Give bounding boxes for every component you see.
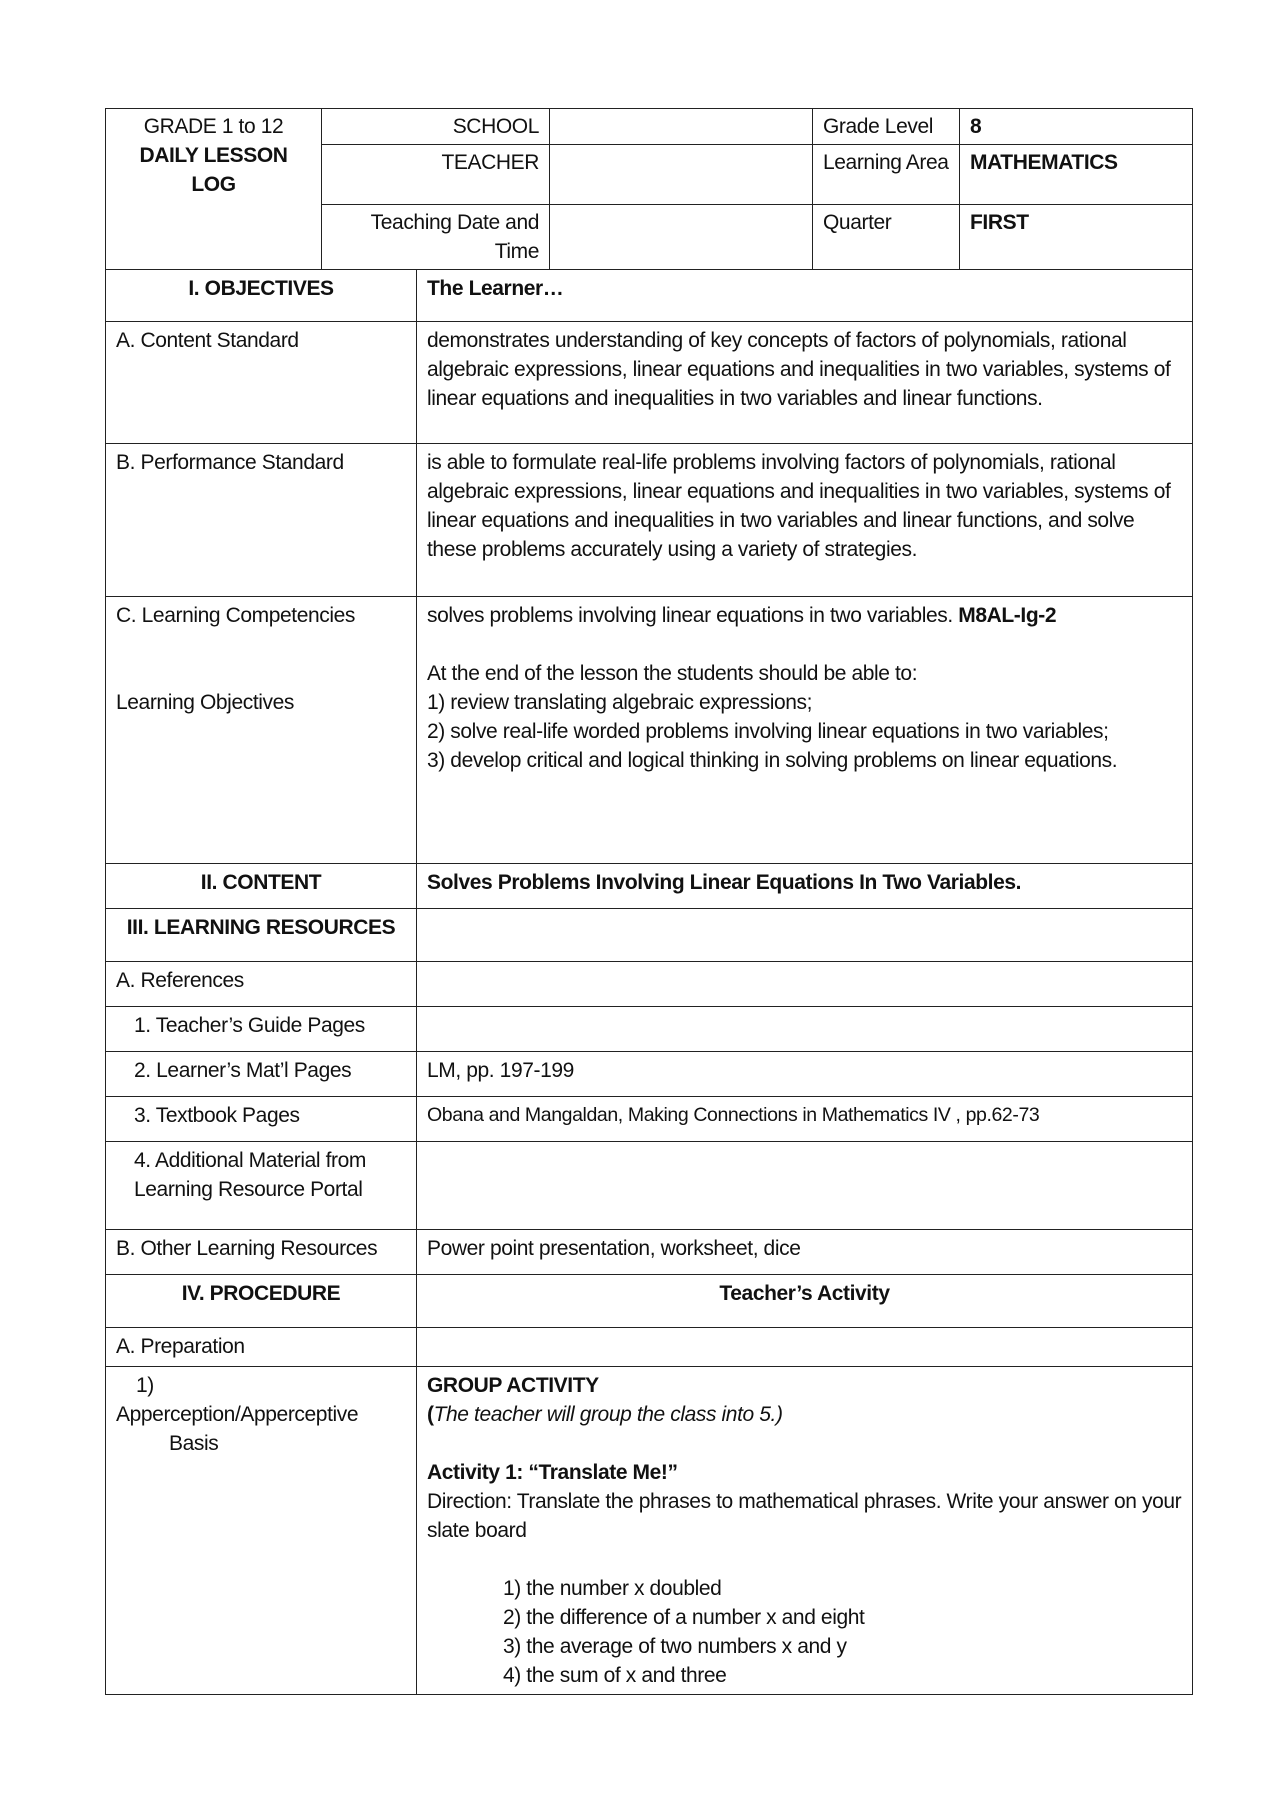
textbook-label: 3. Textbook Pages <box>106 1097 417 1142</box>
objective-item: 2) solve real-life worded problems involving linear equations in two variables; <box>427 720 1109 743</box>
competencies-cell <box>106 597 417 864</box>
learning-area-value: MATHEMATICS <box>960 145 1193 205</box>
phrase-item: 4) the sum of x and three <box>503 1664 727 1687</box>
apperception-cell <box>106 1367 417 1695</box>
objective-item: 1) review translating algebraic expressions; <box>427 691 813 714</box>
competency-code: M8AL-Ig-2 <box>958 604 1057 627</box>
content-standard-label: A. Content Standard <box>106 322 417 444</box>
lm-label: 2. Learner’s Mat’l Pages <box>106 1052 417 1097</box>
phrase-item: 2) the difference of a number x and eight <box>503 1606 865 1629</box>
preparation-value <box>417 1328 1193 1367</box>
date-value <box>550 205 813 270</box>
objectives-intro: At the end of the lesson the students should be able to: <box>427 662 918 685</box>
school-label: SCHOOL <box>322 109 550 145</box>
learner-text: The Learner… <box>417 270 1193 322</box>
additional-label: 4. Additional Material from Learning Resource Portal <box>106 1142 417 1230</box>
competency-line <box>427 601 1182 630</box>
resources-heading: III. LEARNING RESOURCES <box>106 909 417 962</box>
content-standard-text: demonstrates understanding of key concepts of factors of polynomials, rational algebraic expressions, linear equations and inequalities in two variables, systems of linear equations and inequalities in two variables and linear functions. <box>417 322 1193 444</box>
teachers-activity-heading: Teacher’s Activity <box>417 1275 1193 1328</box>
quarter-value: FIRST <box>960 205 1193 270</box>
group-note-line <box>427 1400 1182 1429</box>
tg-value <box>417 1007 1193 1052</box>
performance-standard-label: B. Performance Standard <box>106 444 417 597</box>
group-activity-cell <box>417 1367 1193 1695</box>
group-activity-title: GROUP ACTIVITY <box>427 1374 599 1397</box>
grades-cell <box>106 109 322 270</box>
objectives-heading: I. OBJECTIVES <box>106 270 417 322</box>
phrase-list <box>427 1574 1182 1690</box>
other-resources-label: B. Other Learning Resources <box>106 1230 417 1275</box>
date-label: Teaching Date and Time <box>322 205 550 270</box>
references-label: A. References <box>106 962 417 1007</box>
apperception-label-2: Basis <box>169 1432 219 1455</box>
teacher-value <box>550 145 813 205</box>
grades-text: GRADE 1 to 12 <box>143 115 284 138</box>
log-title: DAILY LESSON LOG <box>139 144 288 196</box>
performance-standard-text: is able to formulate real-life problems involving factors of polynomials, rational algebraic expressions, linear equations and inequalities in two variables, systems of linear equations and inequalities in two variables and linear functions, and solve these problems accurately using a variety of strategies. <box>417 444 1193 597</box>
learning-area-label: Learning Area <box>813 145 960 205</box>
phrase-item: 3) the average of two numbers x and y <box>503 1635 847 1658</box>
competencies-label: C. Learning Competencies <box>116 604 356 627</box>
other-resources-value: Power point presentation, worksheet, dice <box>417 1230 1193 1275</box>
school-value <box>550 109 813 145</box>
learning-objectives-label: Learning Objectives <box>116 691 295 714</box>
activity-direction: Direction: Translate the phrases to mathematical phrases. Write your answer on your slate board <box>427 1490 1182 1542</box>
teacher-label: TEACHER <box>322 145 550 205</box>
lm-value: LM, pp. 197-199 <box>417 1052 1193 1097</box>
procedure-heading: IV. PROCEDURE <box>106 1275 417 1328</box>
apperception-label: Apperception/Apperceptive <box>116 1403 359 1426</box>
activity-title: Activity 1: “Translate Me!” <box>427 1461 678 1484</box>
quarter-label: Quarter <box>813 205 960 270</box>
tg-label: 1. Teacher’s Guide Pages <box>106 1007 417 1052</box>
competencies-content <box>417 597 1193 864</box>
main-table <box>105 269 1193 1695</box>
preparation-label: A. Preparation <box>106 1328 417 1367</box>
competencies-text: solves problems involving linear equations in two variables. <box>427 604 953 627</box>
content-heading: II. CONTENT <box>106 864 417 909</box>
additional-value <box>417 1142 1193 1230</box>
lesson-log-page <box>105 108 1192 1695</box>
references-value <box>417 962 1193 1007</box>
grade-level-label: Grade Level <box>813 109 960 145</box>
grade-level-value: 8 <box>960 109 1193 145</box>
content-text: Solves Problems Involving Linear Equations In Two Variables. <box>417 864 1193 909</box>
apperception-num: 1) <box>136 1374 154 1397</box>
textbook-value: Obana and Mangaldan, Making Connections in Mathematics IV , pp.62-73 <box>417 1097 1193 1142</box>
phrase-item: 1) the number x doubled <box>503 1577 722 1600</box>
header-table <box>105 108 1193 270</box>
resources-heading-empty <box>417 909 1193 962</box>
objective-item: 3) develop critical and logical thinking in solving problems on linear equations. <box>427 749 1118 772</box>
group-note-paren: ( <box>427 1403 434 1426</box>
group-note: The teacher will group the class into 5.) <box>433 1403 783 1426</box>
